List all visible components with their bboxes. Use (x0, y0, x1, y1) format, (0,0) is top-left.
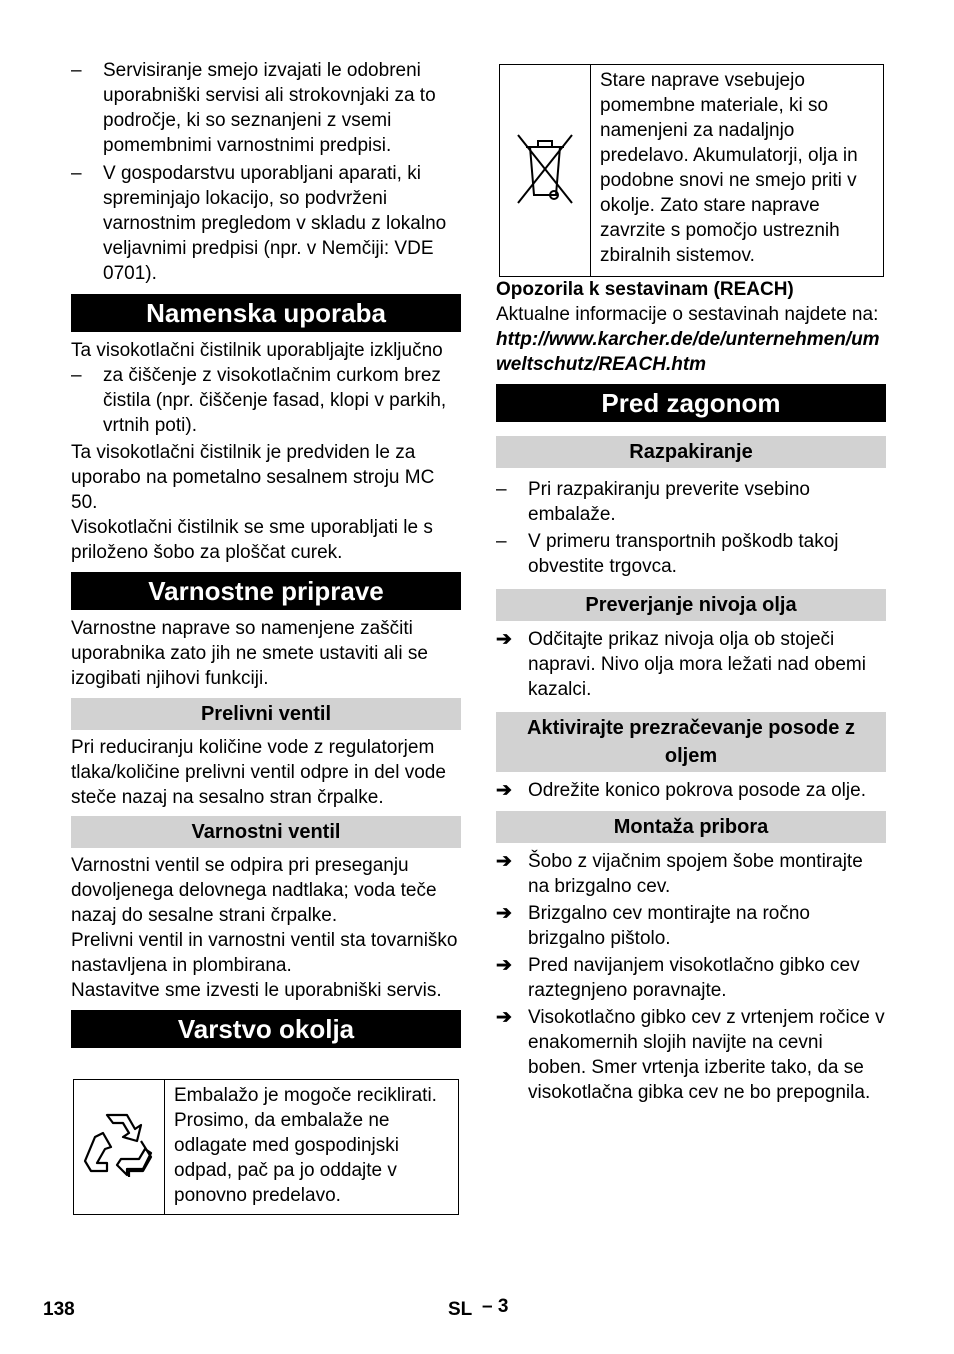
section-title-pred-zagonom: Pred zagonom (496, 384, 886, 422)
list-item-text: za čiščenje z visokotlačnim curkom brez čistila (npr. čiščenje fasad, klopi v parkih, vrtnih poti). (103, 365, 447, 436)
paragraph: Pri reduciranju količine vode z regulatorjem tlaka/količine prelivni ventil odpre in del vode steče nazaj na sesalno stran črpalke. (71, 737, 446, 808)
list-item (496, 901, 886, 951)
list-item (71, 58, 461, 158)
section-title-varstvo-okolja: Varstvo okolja (71, 1010, 461, 1048)
list-item-text: Servisiranje smejo izvajati le odobreni uporabniški servisi ali strokovnjaki za to področje, ki so seznanjeni z vsemi pomembnimi varnostnimi predpisi. (103, 60, 436, 156)
paragraph: Ta visokotlačni čistilnik uporabljajte izključno (71, 340, 443, 361)
crossed-bin-icon (510, 127, 580, 207)
list-item (71, 161, 461, 286)
reach-link[interactable]: http://www.karcher.de/de/unternehmen/umweltschutz/REACH.htm (496, 329, 880, 375)
list-item (496, 529, 886, 579)
reach-text: Aktualne informacije o sestavinah najdete na: (496, 304, 879, 325)
paragraph: Varnostne naprave so namenjene zaščiti uporabnika zato jih ne smete ustaviti ali se izogibati njihovi funkciji. (71, 618, 428, 689)
subsection-title-razpakiranje: Razpakiranje (496, 436, 886, 468)
left-column (71, 58, 461, 1215)
recycle-text: Embalažo je mogoče reciklirati. Prosimo, da embalaže ne odlagate med gospodinjski odpad, pač pa jo oddajte v ponovno predelavo. (165, 1080, 459, 1215)
list-item (496, 778, 886, 803)
section-title-namenska-uporaba: Namenska uporaba (71, 294, 461, 332)
reach-title: Opozorila k sestavinam (REACH) (496, 279, 794, 300)
arrow-icon: ➔ (496, 903, 512, 924)
section-number: – 3 (482, 1296, 509, 1317)
list-dash: – (71, 365, 82, 386)
list-item (496, 849, 886, 899)
arrow-icon: ➔ (496, 955, 512, 976)
arrow-icon: ➔ (496, 851, 512, 872)
recycle-icon-cell (74, 1080, 165, 1215)
paragraph: Ta visokotlačni čistilnik je predviden le za uporabo na pometalno sesalnem stroju MC 50. (71, 442, 435, 513)
list-item-text: Brizgalno cev montirajte na ročno brizgalno pištolo. (528, 903, 810, 949)
language-code: SL (448, 1299, 473, 1320)
subsection-title-varnostni-ventil: Varnostni ventil (71, 816, 461, 848)
list-item (496, 1005, 886, 1105)
paragraph: Prelivni ventil in varnostni ventil sta tovarniško nastavljena in plombirana. (71, 930, 458, 976)
subsection-title-preverjanje-nivoja-olja: Preverjanje nivoja olja (496, 589, 886, 621)
recycle-notice-table (73, 1079, 459, 1215)
section-title-varnostne-priprave: Varnostne priprave (71, 572, 461, 610)
paragraph: Nastavitve sme izvesti le uporabniški servis. (71, 980, 442, 1001)
list-item (496, 953, 886, 1003)
weee-icon-cell (500, 65, 591, 277)
list-item (496, 627, 886, 702)
weee-notice-table (499, 64, 884, 277)
subsection-title-prelivni-ventil: Prelivni ventil (71, 698, 461, 730)
subsection-title-montaza-pribora: Montaža pribora (496, 811, 886, 843)
recycle-icon (81, 1107, 157, 1181)
list-dash: – (496, 479, 507, 500)
list-dash: – (71, 163, 82, 184)
arrow-icon: ➔ (496, 629, 512, 650)
list-item (71, 363, 461, 438)
page-number: 138 (43, 1299, 75, 1320)
paragraph: Varnostni ventil se odpira pri preseganju dovoljenega delovnega nadtlaka; voda teče nazaj do sesalne strani črpalke. (71, 855, 437, 926)
list-item-text: Visokotlačno gibko cev z vrtenjem ročice v enakomernih slojih navijte na cevni boben. Smer vrtenja izberite tako, da se visokotlačna gibka cev ne bo prepognila. (528, 1007, 885, 1103)
list-item-text: V primeru transportnih poškodb takoj obvestite trgovca. (528, 531, 839, 577)
list-dash: – (71, 60, 82, 81)
list-item-text: Odrežite konico pokrova posode za olje. (528, 780, 866, 801)
list-item (496, 477, 886, 527)
weee-text: Stare naprave vsebujejo pomembne materiale, ki so namenjeni za nadaljnjo predelavo. Akumulatorji, olja in podobne snovi ne smejo priti v okolje. Zato stare naprave zavrzite s pomočjo ustreznih zbiralnih sistemov. (591, 65, 884, 277)
right-column (496, 64, 886, 1105)
list-dash: – (496, 531, 507, 552)
list-item-text: Pred navijanjem visokotlačno gibko cev raztegnjeno poravnajte. (528, 955, 860, 1001)
paragraph: Visokotlačni čistilnik se sme uporabljati le s priloženo šobo za ploščat curek. (71, 517, 433, 563)
subsection-title-aktivirajte-prezracevanje: Aktivirajte prezračevanje posode z oljem (496, 712, 886, 772)
list-item-text: Pri razpakiranju preverite vsebino embalaže. (528, 479, 810, 525)
arrow-icon: ➔ (496, 1007, 512, 1028)
list-item-text: Odčitajte prikaz nivoja olja ob stoječi napravi. Nivo olja mora ležati nad obemi kazalci. (528, 629, 866, 700)
list-item-text: Šobo z vijačnim spojem šobe montirajte na brizgalno cev. (528, 851, 863, 897)
list-item-text: V gospodarstvu uporabljani aparati, ki spreminjajo lokacijo, so podvrženi varnostnim pregledom v skladu z lokalno veljavnimi predpisi (npr. v Nemčiji: VDE 0701). (103, 163, 447, 284)
arrow-icon: ➔ (496, 780, 512, 801)
